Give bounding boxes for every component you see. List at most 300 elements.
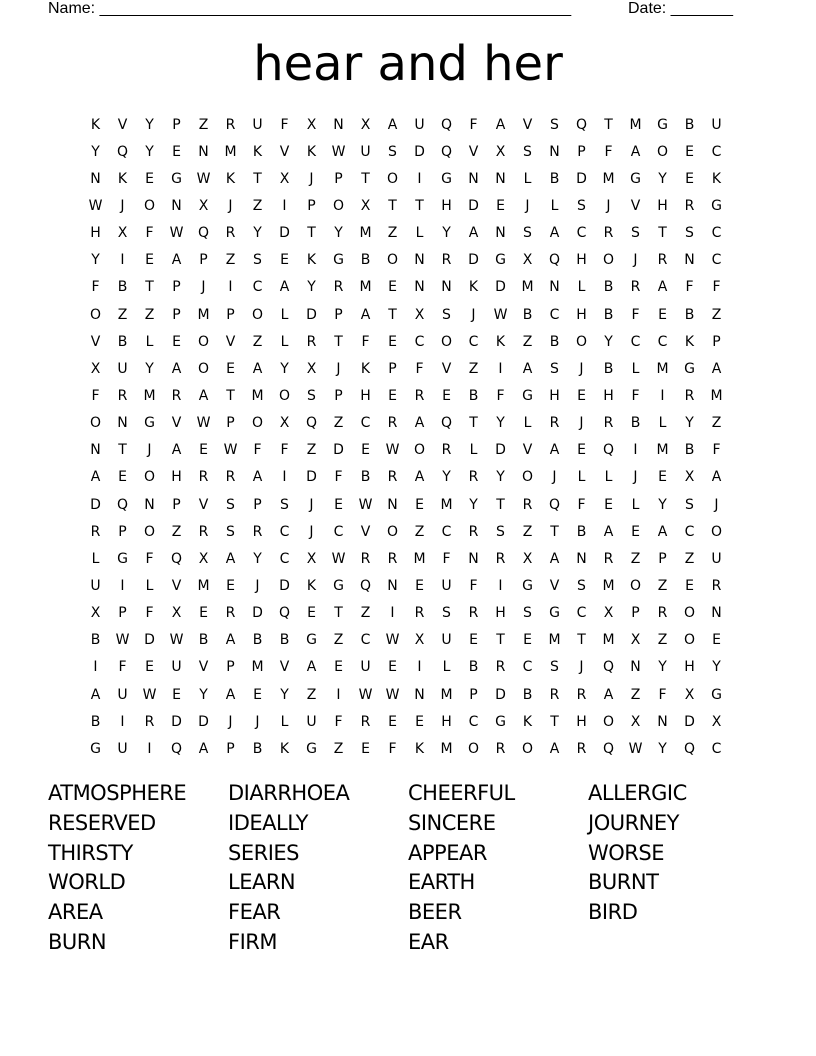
grid-letter: E — [253, 686, 262, 703]
grid-letter: N — [414, 686, 425, 703]
grid-letter: I — [120, 252, 125, 269]
grid-letter: N — [468, 550, 479, 567]
grid-letter: U — [252, 116, 263, 133]
grid-letter: M — [359, 225, 372, 242]
grid-letter: G — [522, 387, 533, 404]
grid-letter: T — [496, 632, 505, 649]
grid-letter: S — [496, 523, 505, 540]
grid-letter: N — [198, 143, 209, 160]
grid-letter: V — [90, 333, 101, 350]
grid-letter: S — [550, 360, 559, 377]
grid-letter: E — [415, 496, 424, 513]
grid-letter: N — [684, 252, 695, 269]
grid-letter: R — [468, 523, 479, 540]
word-list-item: CHEERFUL — [408, 781, 515, 805]
grid-letter: R — [468, 469, 479, 486]
grid-letter: F — [145, 550, 154, 567]
grid-letter: R — [684, 387, 695, 404]
grid-letter: R — [360, 550, 371, 567]
grid-letter: N — [711, 605, 722, 622]
word-list-item: RESERVED — [48, 810, 156, 835]
grid-letter: R — [225, 469, 236, 486]
grid-letter: A — [252, 360, 263, 377]
grid-letter: E — [226, 577, 235, 594]
grid-letter: E — [496, 197, 505, 214]
grid-letter: C — [360, 632, 371, 649]
grid-letter: O — [521, 740, 534, 757]
grid-letter: O — [710, 523, 723, 540]
grid-letter: H — [603, 387, 614, 404]
word-list-item: WORLD — [48, 870, 126, 895]
grid-letter: V — [117, 116, 128, 133]
grid-letter: R — [441, 442, 452, 459]
grid-letter: W — [196, 415, 211, 432]
grid-letter: I — [147, 740, 152, 757]
grid-letter: Y — [199, 686, 208, 703]
grid-letter: J — [579, 659, 584, 676]
grid-letter: S — [577, 577, 586, 594]
grid-letter: D — [306, 469, 317, 486]
grid-letter: T — [145, 279, 154, 296]
grid-letter: O — [413, 442, 426, 459]
grid-letter: Z — [306, 442, 317, 459]
grid-letter: Q — [116, 143, 129, 160]
grid-letter: A — [360, 306, 371, 323]
grid-letter: H — [576, 252, 587, 269]
grid-letter: J — [525, 197, 530, 214]
grid-letter: F — [145, 605, 154, 622]
grid-letter: Y — [145, 360, 154, 377]
date-field[interactable] — [628, 0, 733, 18]
grid-letter: P — [307, 197, 316, 214]
grid-letter: K — [360, 360, 371, 377]
grid-letter: E — [145, 659, 154, 676]
grid-letter: J — [336, 360, 341, 377]
grid-letter: X — [198, 197, 209, 214]
grid-letter: W — [115, 632, 130, 649]
grid-letter: O — [278, 387, 291, 404]
grid-letter: Y — [658, 170, 667, 187]
grid-letter: A — [252, 469, 263, 486]
grid-letter: K — [90, 116, 101, 133]
grid-letter: C — [576, 225, 587, 242]
grid-letter: Z — [387, 225, 398, 242]
grid-letter: E — [577, 442, 586, 459]
grid-letter: N — [171, 197, 182, 214]
grid-letter: T — [496, 496, 505, 513]
grid-letter: F — [118, 659, 127, 676]
grid-letter: P — [226, 415, 235, 432]
grid-letter: V — [279, 659, 290, 676]
grid-letter: I — [660, 387, 665, 404]
grid-letter: A — [306, 659, 317, 676]
grid-letter: Y — [253, 550, 262, 567]
grid-letter: H — [441, 197, 452, 214]
grid-letter: R — [117, 387, 128, 404]
word-list-item: BURNT — [588, 870, 659, 895]
grid-letter: W — [628, 740, 643, 757]
grid-letter: L — [523, 415, 532, 432]
grid-letter: N — [441, 279, 452, 296]
grid-letter: S — [442, 306, 451, 323]
grid-letter: B — [522, 306, 533, 323]
grid-letter: M — [440, 496, 453, 513]
grid-letter: T — [388, 306, 397, 323]
grid-letter: Y — [658, 659, 667, 676]
grid-letter: R — [225, 225, 236, 242]
grid-letter: C — [657, 333, 668, 350]
grid-letter: F — [280, 442, 289, 459]
grid-letter: Y — [712, 659, 721, 676]
grid-letter: B — [522, 686, 533, 703]
grid-letter: X — [279, 170, 290, 187]
grid-letter: R — [576, 686, 587, 703]
grid-letter: R — [603, 225, 614, 242]
grid-letter: Y — [145, 143, 154, 160]
grid-letter: P — [334, 306, 343, 323]
grid-letter: D — [306, 306, 317, 323]
grid-letter: Z — [468, 360, 479, 377]
grid-letter: G — [171, 170, 182, 187]
grid-letter: Z — [225, 252, 236, 269]
grid-letter: M — [251, 659, 264, 676]
grid-letter: Z — [630, 550, 641, 567]
grid-letter: J — [255, 713, 260, 730]
grid-letter: S — [307, 387, 316, 404]
grid-letter: X — [360, 116, 371, 133]
grid-letter: Z — [198, 116, 209, 133]
grid-letter: Q — [359, 577, 372, 594]
date-blank: _______ — [670, 0, 733, 17]
grid-letter: O — [332, 197, 345, 214]
grid-letter: X — [495, 143, 506, 160]
grid-letter: K — [711, 170, 722, 187]
grid-letter: R — [495, 550, 506, 567]
grid-letter: Z — [522, 333, 533, 350]
grid-letter: L — [577, 469, 586, 486]
grid-letter: P — [199, 252, 208, 269]
grid-letter: E — [685, 143, 694, 160]
grid-letter: J — [228, 197, 233, 214]
grid-letter: A — [414, 469, 425, 486]
grid-letter: F — [334, 469, 343, 486]
grid-letter: J — [633, 252, 638, 269]
grid-letter: D — [144, 632, 155, 649]
grid-letter: K — [684, 333, 695, 350]
grid-letter: E — [118, 469, 127, 486]
grid-letter: N — [495, 225, 506, 242]
grid-letter: I — [498, 360, 503, 377]
grid-letter: W — [331, 550, 346, 567]
grid-letter: D — [495, 686, 506, 703]
grid-letter: X — [90, 605, 101, 622]
grid-letter: N — [657, 713, 668, 730]
grid-letter: P — [172, 116, 181, 133]
grid-letter: S — [280, 496, 289, 513]
grid-letter: Y — [91, 143, 100, 160]
grid-letter: X — [711, 713, 722, 730]
grid-letter: A — [657, 523, 668, 540]
grid-letter: N — [117, 415, 128, 432]
grid-letter: O — [89, 415, 102, 432]
grid-letter: T — [469, 415, 478, 432]
word-list-item: AREA — [48, 900, 103, 925]
grid-letter: O — [575, 333, 588, 350]
grid-letter: E — [172, 686, 181, 703]
grid-letter: C — [711, 252, 722, 269]
grid-letter: A — [603, 686, 614, 703]
grid-letter: B — [603, 306, 614, 323]
grid-letter: P — [712, 333, 721, 350]
word-list-item: BEER — [408, 900, 462, 925]
grid-letter: L — [469, 442, 478, 459]
grid-letter: B — [279, 632, 290, 649]
grid-letter: M — [548, 632, 561, 649]
grid-letter: S — [685, 225, 694, 242]
grid-letter: R — [684, 197, 695, 214]
grid-letter: P — [334, 387, 343, 404]
grid-letter: U — [414, 116, 425, 133]
grid-letter: R — [198, 523, 209, 540]
grid-letter: S — [550, 116, 559, 133]
grid-letter: N — [495, 170, 506, 187]
grid-letter: J — [579, 415, 584, 432]
grid-letter: T — [118, 442, 127, 459]
grid-letter: B — [360, 252, 371, 269]
grid-letter: P — [226, 306, 235, 323]
grid-letter: O — [89, 306, 102, 323]
grid-letter: X — [603, 605, 614, 622]
grid-letter: A — [387, 116, 398, 133]
grid-letter: O — [521, 469, 534, 486]
grid-letter: O — [386, 523, 399, 540]
grid-letter: F — [685, 279, 694, 296]
grid-letter: M — [656, 360, 669, 377]
grid-letter: Q — [440, 415, 453, 432]
grid-letter: P — [658, 550, 667, 567]
grid-letter: Z — [657, 577, 668, 594]
grid-letter: Q — [548, 496, 561, 513]
grid-letter: W — [385, 442, 400, 459]
grid-letter: E — [361, 740, 370, 757]
grid-letter: O — [251, 306, 264, 323]
page-title: hear and her — [253, 36, 563, 92]
grid-letter: M — [224, 143, 237, 160]
grid-letter: U — [360, 659, 371, 676]
grid-letter: V — [522, 116, 533, 133]
grid-letter: E — [334, 659, 343, 676]
grid-letter: N — [144, 496, 155, 513]
grid-letter: R — [603, 550, 614, 567]
grid-letter: C — [414, 333, 425, 350]
grid-letter: R — [549, 686, 560, 703]
grid-letter: B — [198, 632, 209, 649]
grid-letter: H — [684, 659, 695, 676]
grid-letter: S — [226, 523, 235, 540]
grid-letter: P — [172, 279, 181, 296]
grid-letter: H — [495, 605, 506, 622]
grid-letter: R — [387, 415, 398, 432]
grid-letter: I — [390, 605, 395, 622]
grid-letter: F — [631, 387, 640, 404]
grid-letter: R — [657, 605, 668, 622]
grid-letter: L — [280, 306, 289, 323]
grid-letter: L — [658, 415, 667, 432]
grid-letter: X — [90, 360, 101, 377]
grid-letter: X — [414, 306, 425, 323]
grid-letter: X — [171, 605, 182, 622]
grid-letter: P — [253, 496, 262, 513]
grid-letter: U — [441, 577, 452, 594]
grid-letter: M — [197, 306, 210, 323]
grid-letter: R — [711, 577, 722, 594]
grid-letter: B — [549, 333, 560, 350]
grid-letter: O — [602, 713, 615, 730]
grid-letter: G — [144, 415, 155, 432]
grid-letter: Y — [145, 116, 154, 133]
grid-letter: K — [468, 279, 479, 296]
grid-letter: V — [522, 442, 533, 459]
grid-letter: T — [334, 333, 343, 350]
grid-letter: E — [145, 170, 154, 187]
grid-letter: X — [198, 550, 209, 567]
grid-letter: E — [199, 605, 208, 622]
grid-letter: A — [468, 225, 479, 242]
name-field[interactable] — [48, 0, 571, 18]
grid-letter: H — [549, 387, 560, 404]
grid-letter: B — [90, 632, 101, 649]
grid-letter: N — [630, 659, 641, 676]
grid-letter: A — [225, 632, 236, 649]
grid-letter: N — [549, 143, 560, 160]
grid-letter: I — [228, 279, 233, 296]
grid-letter: B — [684, 306, 695, 323]
grid-letter: O — [386, 252, 399, 269]
grid-letter: L — [415, 225, 424, 242]
grid-letter: R — [495, 659, 506, 676]
grid-letter: E — [685, 577, 694, 594]
grid-letter: E — [415, 713, 424, 730]
grid-letter: E — [658, 469, 667, 486]
grid-letter: R — [198, 469, 209, 486]
grid-letter: Y — [280, 360, 289, 377]
grid-letter: I — [93, 659, 98, 676]
grid-letter: F — [145, 225, 154, 242]
grid-letter: C — [333, 523, 344, 540]
grid-letter: B — [603, 279, 614, 296]
grid-letter: J — [471, 306, 476, 323]
grid-letter: Z — [657, 632, 668, 649]
grid-letter: E — [226, 360, 235, 377]
grid-letter: H — [90, 225, 101, 242]
grid-letter: E — [388, 659, 397, 676]
grid-letter: C — [468, 713, 479, 730]
grid-letter: U — [306, 713, 317, 730]
grid-letter: F — [469, 116, 478, 133]
grid-letter: C — [522, 659, 533, 676]
grid-letter: R — [225, 605, 236, 622]
grid-letter: U — [117, 686, 128, 703]
grid-letter: S — [631, 225, 640, 242]
grid-letter: A — [495, 116, 506, 133]
grid-letter: M — [521, 279, 534, 296]
grid-letter: N — [576, 550, 587, 567]
grid-letter: K — [252, 143, 263, 160]
grid-letter: J — [228, 713, 233, 730]
grid-letter: I — [336, 686, 341, 703]
grid-letter: N — [549, 279, 560, 296]
grid-letter: B — [576, 523, 587, 540]
grid-letter: S — [523, 605, 532, 622]
grid-letter: G — [495, 713, 506, 730]
grid-letter: F — [604, 143, 613, 160]
grid-letter: V — [225, 333, 236, 350]
grid-letter: B — [468, 387, 479, 404]
grid-letter: S — [550, 659, 559, 676]
grid-letter: V — [171, 577, 182, 594]
grid-letter: F — [253, 442, 262, 459]
grid-letter: Q — [548, 252, 561, 269]
grid-letter: L — [577, 279, 586, 296]
grid-letter: B — [252, 740, 263, 757]
word-list-item: APPEAR — [408, 840, 487, 865]
grid-letter: F — [631, 306, 640, 323]
grid-letter: F — [577, 496, 586, 513]
grid-letter: L — [280, 333, 289, 350]
grid-letter: C — [441, 523, 452, 540]
grid-letter: G — [333, 252, 344, 269]
grid-letter: F — [442, 550, 451, 567]
grid-letter: K — [306, 577, 317, 594]
grid-letter: G — [711, 686, 722, 703]
date-label: Date: — [628, 0, 667, 17]
grid-letter: D — [468, 197, 479, 214]
grid-letter: T — [415, 197, 424, 214]
grid-letter: J — [579, 360, 584, 377]
grid-letter: D — [468, 252, 479, 269]
grid-letter: P — [226, 659, 235, 676]
grid-letter: Y — [496, 415, 505, 432]
grid-letter: E — [415, 577, 424, 594]
grid-letter: L — [442, 659, 451, 676]
word-list-item: BURN — [48, 929, 107, 954]
grid-letter: B — [549, 170, 560, 187]
word-list-item: FIRM — [228, 929, 277, 954]
grid-letter: T — [577, 632, 586, 649]
grid-letter: J — [120, 197, 125, 214]
grid-letter: O — [683, 632, 696, 649]
grid-letter: W — [169, 225, 184, 242]
grid-letter: I — [120, 713, 125, 730]
grid-letter: E — [334, 496, 343, 513]
word-list-item: BIRD — [588, 900, 638, 925]
grid-letter: E — [604, 496, 613, 513]
grid-letter: K — [279, 740, 290, 757]
grid-letter: Q — [197, 225, 210, 242]
word-list-item: SERIES — [228, 840, 299, 865]
grid-letter: G — [333, 577, 344, 594]
grid-letter: E — [388, 279, 397, 296]
grid-letter: V — [549, 577, 560, 594]
grid-letter: W — [358, 686, 373, 703]
grid-letter: P — [334, 170, 343, 187]
word-list — [48, 779, 768, 958]
grid-letter: R — [414, 387, 425, 404]
grid-letter: M — [440, 740, 453, 757]
grid-letter: J — [309, 523, 314, 540]
grid-letter: Z — [630, 686, 641, 703]
grid-letter: D — [90, 496, 101, 513]
